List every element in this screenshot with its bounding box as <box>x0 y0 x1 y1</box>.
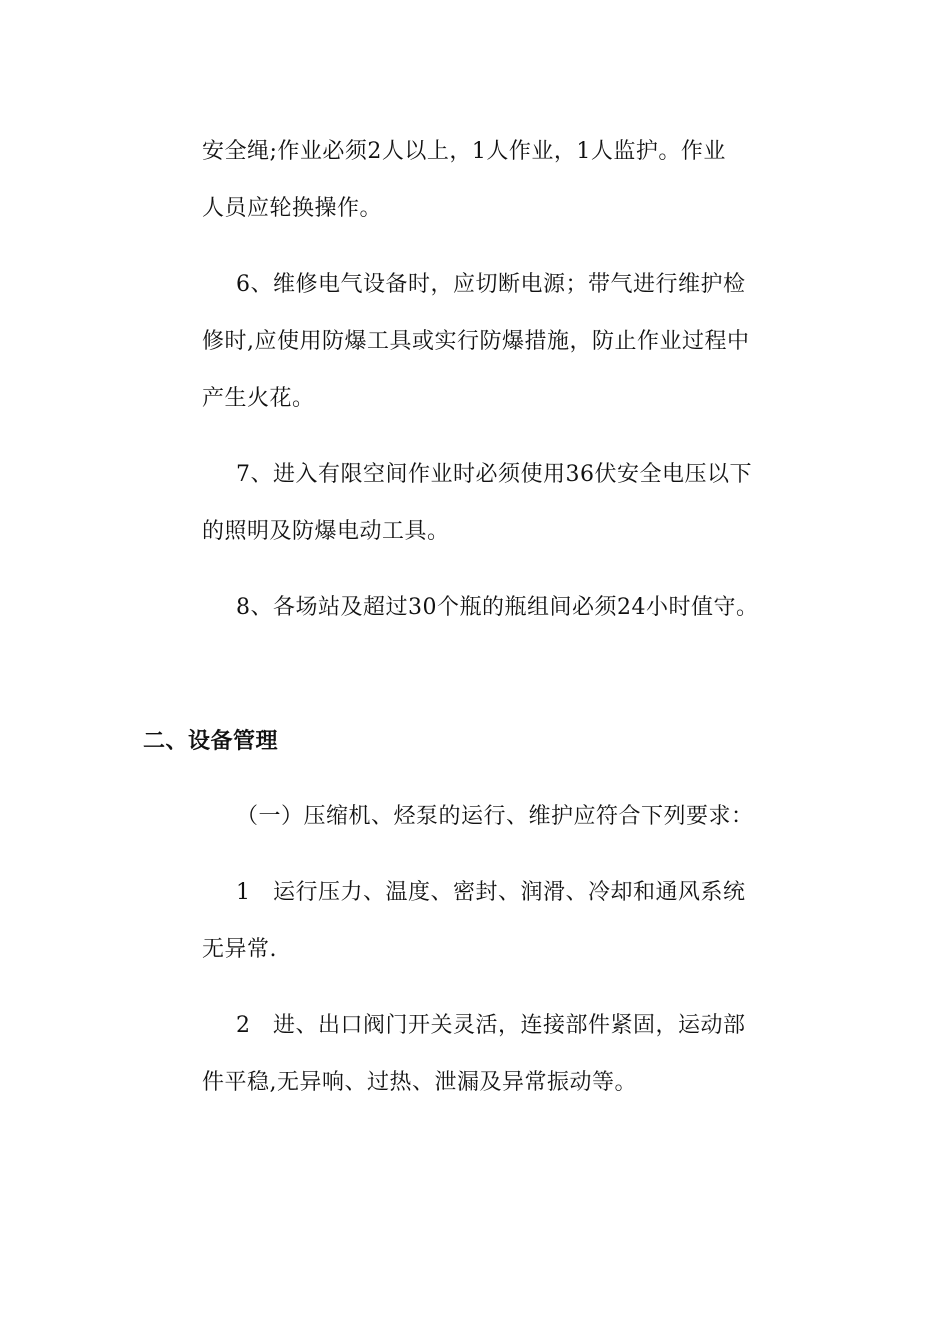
paragraph-8-line-1: 8、各场站及超过30个瓶的瓶组间必须24小时值守。 <box>236 595 759 620</box>
item-2-line-1: 2 进、出口阀门开关灵活，连接部件紧固，运动部 <box>236 1013 746 1038</box>
item-2-line-2: 件平稳,无异响、过热、泄漏及异常振动等。 <box>202 1070 637 1095</box>
paragraph-6-line-1: 6、维修电气设备时，应切断电源；带气进行维护检 <box>236 272 746 297</box>
subsection-heading: （一）压缩机、烃泵的运行、维护应符合下列要求： <box>236 804 754 829</box>
paragraph-5-line-2: 人员应轮换操作。 <box>202 196 383 221</box>
paragraph-6-line-2: 修时,应使用防爆工具或实行防爆措施，防止作业过程中 <box>202 329 750 354</box>
paragraph-7-line-2: 的照明及防爆电动工具。 <box>202 519 450 544</box>
paragraph-5-line-1: 安全绳;作业必须2人以上，1人作业，1人监护。作业 <box>202 139 726 164</box>
paragraph-7-line-1: 7、进入有限空间作业时必须使用36伏安全电压以下 <box>236 462 752 487</box>
item-1-line-2: 无异常. <box>202 937 277 962</box>
section-heading: 二、设备管理 <box>143 729 279 754</box>
item-1-line-1: 1 运行压力、温度、密封、润滑、冷却和通风系统 <box>236 880 746 905</box>
paragraph-6-line-3: 产生火花。 <box>202 386 315 411</box>
